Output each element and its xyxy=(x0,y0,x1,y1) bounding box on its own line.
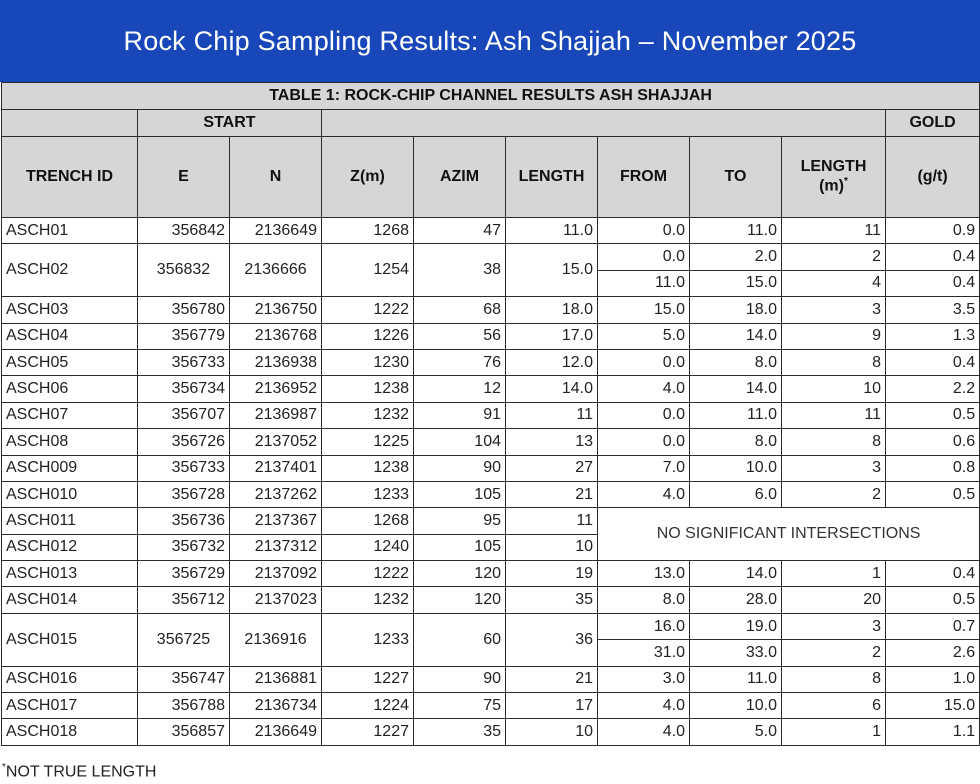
gold-grade-cell: 2.6 xyxy=(886,640,980,666)
column-header-from: FROM xyxy=(598,137,690,218)
northing-cell: 2136750 xyxy=(230,297,322,323)
azimuth-cell: 35 xyxy=(414,719,506,745)
interval-length-cell: 11 xyxy=(782,218,886,244)
trench-id-cell: ASCH015 xyxy=(2,613,138,666)
northing-cell: 2137401 xyxy=(230,455,322,481)
to-cell: 14.0 xyxy=(690,376,782,402)
to-cell: 6.0 xyxy=(690,481,782,507)
column-header-n: N xyxy=(230,137,322,218)
table-row xyxy=(2,719,980,745)
to-cell: 10.0 xyxy=(690,693,782,719)
northing-cell: 2137367 xyxy=(230,508,322,534)
table-row xyxy=(2,693,980,719)
from-cell: 0.0 xyxy=(598,349,690,375)
from-cell: 31.0 xyxy=(598,640,690,666)
northing-cell: 2137023 xyxy=(230,587,322,613)
trench-id-cell: ASCH010 xyxy=(2,481,138,507)
group-header-start: START xyxy=(138,110,322,137)
interval-length-cell: 2 xyxy=(782,244,886,270)
to-cell: 8.0 xyxy=(690,349,782,375)
to-cell: 15.0 xyxy=(690,270,782,296)
table-caption: TABLE 1: ROCK-CHIP CHANNEL RESULTS ASH SHAJJAH xyxy=(2,83,980,110)
from-cell: 13.0 xyxy=(598,561,690,587)
gold-grade-cell: 1.1 xyxy=(886,719,980,745)
to-cell: 11.0 xyxy=(690,666,782,692)
from-cell: 15.0 xyxy=(598,297,690,323)
elevation-cell: 1224 xyxy=(322,693,414,719)
northing-cell: 2136649 xyxy=(230,218,322,244)
gold-grade-cell: 2.2 xyxy=(886,376,980,402)
from-cell: 4.0 xyxy=(598,693,690,719)
interval-length-cell: 8 xyxy=(782,429,886,455)
column-header-length: LENGTH xyxy=(506,137,598,218)
trench-id-cell: ASCH016 xyxy=(2,666,138,692)
trench-id-cell: ASCH013 xyxy=(2,561,138,587)
interval-length-cell: 11 xyxy=(782,402,886,428)
column-header-z: Z(m) xyxy=(322,137,414,218)
group-header-blank-middle xyxy=(322,110,886,137)
northing-cell: 2137092 xyxy=(230,561,322,587)
northing-cell: 2136666 xyxy=(230,244,322,297)
group-header-gold: GOLD xyxy=(886,110,980,137)
table-row xyxy=(2,613,980,639)
channel-length-cell: 15.0 xyxy=(506,244,598,297)
to-cell: 19.0 xyxy=(690,613,782,639)
northing-cell: 2136649 xyxy=(230,719,322,745)
interval-length-cell: 1 xyxy=(782,561,886,587)
easting-cell: 356857 xyxy=(138,719,230,745)
easting-cell: 356733 xyxy=(138,455,230,481)
trench-id-cell: ASCH02 xyxy=(2,244,138,297)
easting-cell: 356729 xyxy=(138,561,230,587)
table-row xyxy=(2,481,980,507)
gold-grade-cell: 0.4 xyxy=(886,561,980,587)
easting-cell: 356747 xyxy=(138,666,230,692)
from-cell: 4.0 xyxy=(598,719,690,745)
trench-id-cell: ASCH08 xyxy=(2,429,138,455)
trench-id-cell: ASCH014 xyxy=(2,587,138,613)
northing-cell: 2136881 xyxy=(230,666,322,692)
northing-cell: 2136916 xyxy=(230,613,322,666)
from-cell: 11.0 xyxy=(598,270,690,296)
elevation-cell: 1232 xyxy=(322,587,414,613)
interval-length-label: LENGTH xyxy=(800,158,867,176)
from-cell: 0.0 xyxy=(598,429,690,455)
table-row xyxy=(2,455,980,481)
channel-length-cell: 14.0 xyxy=(506,376,598,402)
interval-length-unit-wrap xyxy=(786,176,881,195)
to-cell: 11.0 xyxy=(690,402,782,428)
interval-length-unit: (m) xyxy=(819,177,844,195)
channel-length-cell: 36 xyxy=(506,613,598,666)
to-cell: 2.0 xyxy=(690,244,782,270)
easting-cell: 356728 xyxy=(138,481,230,507)
channel-length-cell: 11 xyxy=(506,402,598,428)
channel-length-cell: 11 xyxy=(506,508,598,534)
table-row xyxy=(2,218,980,244)
trench-id-cell: ASCH017 xyxy=(2,693,138,719)
azimuth-cell: 38 xyxy=(414,244,506,297)
trench-id-cell: ASCH01 xyxy=(2,218,138,244)
azimuth-cell: 75 xyxy=(414,693,506,719)
azimuth-cell: 105 xyxy=(414,481,506,507)
easting-cell: 356842 xyxy=(138,218,230,244)
from-cell: 3.0 xyxy=(598,666,690,692)
to-cell: 11.0 xyxy=(690,218,782,244)
azimuth-cell: 105 xyxy=(414,534,506,560)
interval-length-cell: 20 xyxy=(782,587,886,613)
interval-length-cell: 9 xyxy=(782,323,886,349)
interval-length-cell: 1 xyxy=(782,719,886,745)
column-header-trench-id: TRENCH ID xyxy=(2,137,138,218)
trench-id-cell: ASCH009 xyxy=(2,455,138,481)
channel-length-cell: 10 xyxy=(506,719,598,745)
from-cell: 0.0 xyxy=(598,402,690,428)
from-cell: 0.0 xyxy=(598,218,690,244)
easting-cell: 356733 xyxy=(138,349,230,375)
table-row xyxy=(2,323,980,349)
channel-length-cell: 21 xyxy=(506,666,598,692)
elevation-cell: 1230 xyxy=(322,349,414,375)
gold-grade-cell: 0.4 xyxy=(886,244,980,270)
gold-grade-cell: 0.5 xyxy=(886,481,980,507)
elevation-cell: 1254 xyxy=(322,244,414,297)
from-cell: 0.0 xyxy=(598,244,690,270)
to-cell: 8.0 xyxy=(690,429,782,455)
gold-grade-cell: 0.9 xyxy=(886,218,980,244)
trench-id-cell: ASCH07 xyxy=(2,402,138,428)
from-cell: 4.0 xyxy=(598,376,690,402)
table-row xyxy=(2,429,980,455)
channel-length-cell: 11.0 xyxy=(506,218,598,244)
easting-cell: 356736 xyxy=(138,508,230,534)
channel-length-cell: 13 xyxy=(506,429,598,455)
channel-length-cell: 35 xyxy=(506,587,598,613)
channel-length-cell: 21 xyxy=(506,481,598,507)
azimuth-cell: 120 xyxy=(414,561,506,587)
northing-cell: 2136987 xyxy=(230,402,322,428)
azimuth-cell: 90 xyxy=(414,455,506,481)
footnote xyxy=(2,762,156,781)
results-body xyxy=(2,218,980,746)
from-cell: 8.0 xyxy=(598,587,690,613)
azimuth-cell: 47 xyxy=(414,218,506,244)
page-title: Rock Chip Sampling Results: Ash Shajjah – November 2025 xyxy=(123,25,857,56)
easting-cell: 356788 xyxy=(138,693,230,719)
elevation-cell: 1268 xyxy=(322,508,414,534)
trench-id-cell: ASCH018 xyxy=(2,719,138,745)
column-header-interval-length xyxy=(782,137,886,218)
azimuth-cell: 95 xyxy=(414,508,506,534)
interval-length-cell: 4 xyxy=(782,270,886,296)
column-header-to: TO xyxy=(690,137,782,218)
azimuth-cell: 90 xyxy=(414,666,506,692)
azimuth-cell: 68 xyxy=(414,297,506,323)
to-cell: 5.0 xyxy=(690,719,782,745)
azimuth-cell: 12 xyxy=(414,376,506,402)
interval-length-cell: 2 xyxy=(782,481,886,507)
channel-length-cell: 17.0 xyxy=(506,323,598,349)
page-title-banner xyxy=(0,0,980,82)
easting-cell: 356732 xyxy=(138,534,230,560)
interval-length-cell: 2 xyxy=(782,640,886,666)
table-row xyxy=(2,376,980,402)
interval-length-cell: 8 xyxy=(782,666,886,692)
elevation-cell: 1222 xyxy=(322,297,414,323)
easting-cell: 356779 xyxy=(138,323,230,349)
channel-length-cell: 10 xyxy=(506,534,598,560)
elevation-cell: 1227 xyxy=(322,719,414,745)
trench-id-cell: ASCH012 xyxy=(2,534,138,560)
table-row xyxy=(2,244,980,270)
table-row xyxy=(2,587,980,613)
easting-cell: 356780 xyxy=(138,297,230,323)
table-row xyxy=(2,561,980,587)
table-row xyxy=(2,508,980,534)
channel-length-cell: 19 xyxy=(506,561,598,587)
gold-grade-cell: 1.0 xyxy=(886,666,980,692)
interval-length-cell: 3 xyxy=(782,455,886,481)
to-cell: 10.0 xyxy=(690,455,782,481)
channel-length-cell: 12.0 xyxy=(506,349,598,375)
northing-cell: 2137052 xyxy=(230,429,322,455)
to-cell: 14.0 xyxy=(690,561,782,587)
elevation-cell: 1225 xyxy=(322,429,414,455)
azimuth-cell: 120 xyxy=(414,587,506,613)
table-row xyxy=(2,297,980,323)
gold-grade-cell: 0.5 xyxy=(886,587,980,613)
gold-grade-cell: 0.8 xyxy=(886,455,980,481)
to-cell: 33.0 xyxy=(690,640,782,666)
interval-length-cell: 3 xyxy=(782,613,886,639)
channel-length-cell: 17 xyxy=(506,693,598,719)
azimuth-cell: 56 xyxy=(414,323,506,349)
azimuth-cell: 60 xyxy=(414,613,506,666)
easting-cell: 356707 xyxy=(138,402,230,428)
easting-cell: 356712 xyxy=(138,587,230,613)
footnote-text: NOT TRUE LENGTH xyxy=(5,763,157,781)
column-header-azim: AZIM xyxy=(414,137,506,218)
gold-grade-cell: 15.0 xyxy=(886,693,980,719)
northing-cell: 2137262 xyxy=(230,481,322,507)
azimuth-cell: 91 xyxy=(414,402,506,428)
trench-id-cell: ASCH06 xyxy=(2,376,138,402)
easting-cell: 356726 xyxy=(138,429,230,455)
azimuth-cell: 104 xyxy=(414,429,506,455)
easting-cell: 356725 xyxy=(138,613,230,666)
from-cell: 4.0 xyxy=(598,481,690,507)
channel-length-cell: 18.0 xyxy=(506,297,598,323)
northing-cell: 2136734 xyxy=(230,693,322,719)
from-cell: 7.0 xyxy=(598,455,690,481)
northing-cell: 2136952 xyxy=(230,376,322,402)
northing-cell: 2137312 xyxy=(230,534,322,560)
interval-length-cell: 8 xyxy=(782,349,886,375)
elevation-cell: 1238 xyxy=(322,455,414,481)
easting-cell: 356734 xyxy=(138,376,230,402)
to-cell: 14.0 xyxy=(690,323,782,349)
from-cell: 16.0 xyxy=(598,613,690,639)
gold-grade-cell: 3.5 xyxy=(886,297,980,323)
trench-id-cell: ASCH05 xyxy=(2,349,138,375)
interval-length-cell: 10 xyxy=(782,376,886,402)
results-table xyxy=(1,82,980,746)
elevation-cell: 1268 xyxy=(322,218,414,244)
elevation-cell: 1226 xyxy=(322,323,414,349)
elevation-cell: 1240 xyxy=(322,534,414,560)
trench-id-cell: ASCH011 xyxy=(2,508,138,534)
channel-length-cell: 27 xyxy=(506,455,598,481)
from-cell: 5.0 xyxy=(598,323,690,349)
footnote-star: * xyxy=(2,762,6,773)
interval-length-cell: 3 xyxy=(782,297,886,323)
northing-cell: 2136768 xyxy=(230,323,322,349)
no-significant-intersections-cell: NO SIGNIFICANT INTERSECTIONS xyxy=(598,508,980,561)
gold-grade-cell: 0.4 xyxy=(886,270,980,296)
elevation-cell: 1233 xyxy=(322,481,414,507)
elevation-cell: 1222 xyxy=(322,561,414,587)
elevation-cell: 1227 xyxy=(322,666,414,692)
to-cell: 28.0 xyxy=(690,587,782,613)
table-row xyxy=(2,666,980,692)
interval-length-cell: 6 xyxy=(782,693,886,719)
elevation-cell: 1233 xyxy=(322,613,414,666)
gold-grade-cell: 0.5 xyxy=(886,402,980,428)
to-cell: 18.0 xyxy=(690,297,782,323)
gold-grade-cell: 0.7 xyxy=(886,613,980,639)
column-header-e: E xyxy=(138,137,230,218)
gold-grade-cell: 0.6 xyxy=(886,429,980,455)
interval-length-star: * xyxy=(843,176,848,188)
northing-cell: 2136938 xyxy=(230,349,322,375)
elevation-cell: 1238 xyxy=(322,376,414,402)
trench-id-cell: ASCH04 xyxy=(2,323,138,349)
group-header-blank xyxy=(2,110,138,137)
table-row xyxy=(2,349,980,375)
azimuth-cell: 76 xyxy=(414,349,506,375)
trench-id-cell: ASCH03 xyxy=(2,297,138,323)
gold-grade-cell: 0.4 xyxy=(886,349,980,375)
easting-cell: 356832 xyxy=(138,244,230,297)
gold-grade-cell: 1.3 xyxy=(886,323,980,349)
column-header-gold-unit: (g/t) xyxy=(886,137,980,218)
table-row xyxy=(2,402,980,428)
elevation-cell: 1232 xyxy=(322,402,414,428)
